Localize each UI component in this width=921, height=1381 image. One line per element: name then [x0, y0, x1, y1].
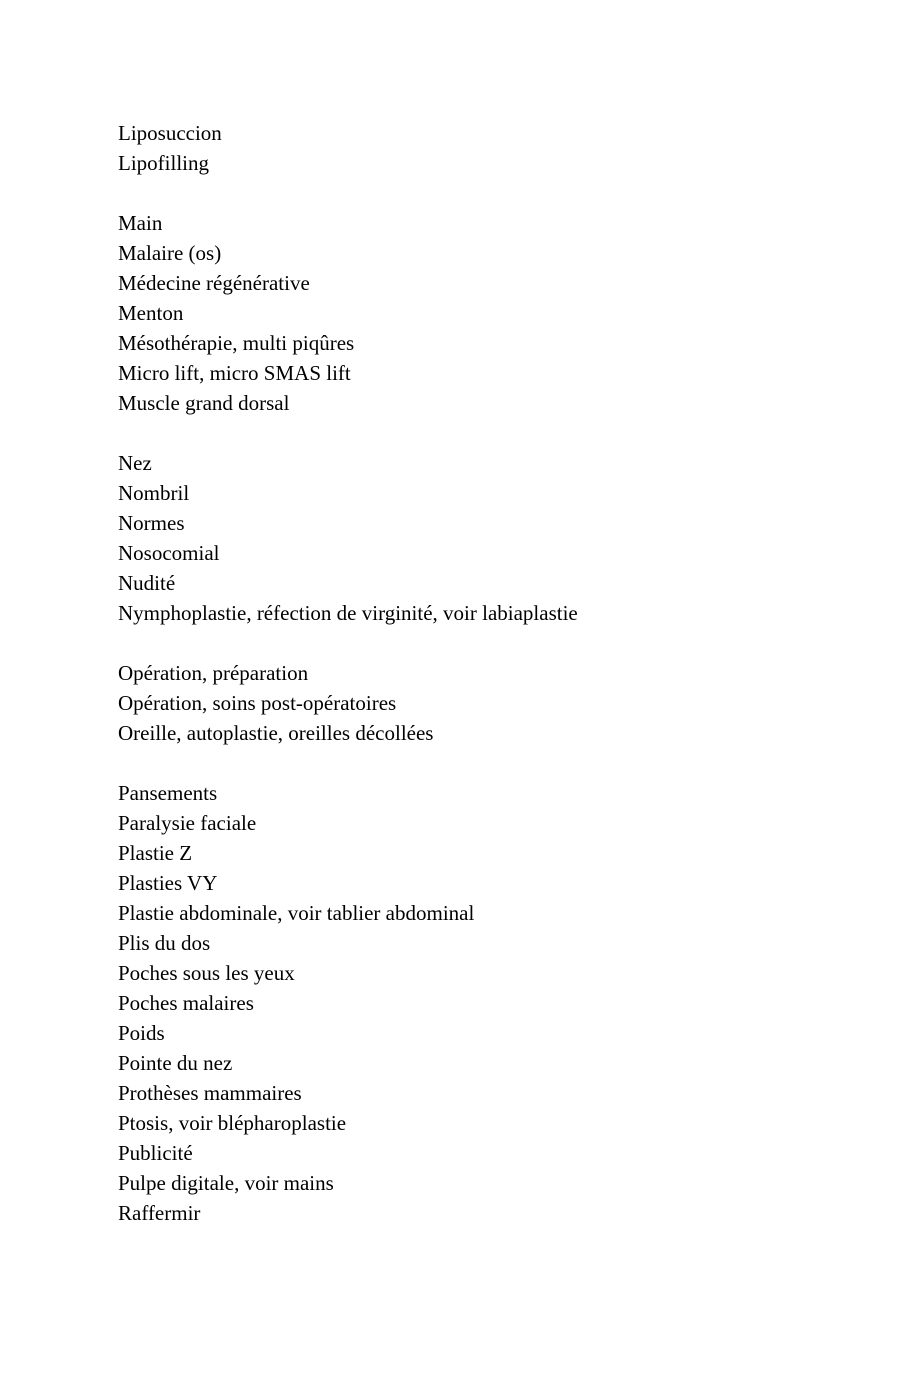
- index-group-p: [118, 778, 578, 1228]
- index-entry: Médecine régénérative: [118, 271, 310, 295]
- index-entry: Normes: [118, 511, 185, 535]
- index-entry: Prothèses mammaires: [118, 1081, 302, 1105]
- index-group-o: [118, 658, 578, 748]
- index-list: [118, 118, 578, 1228]
- index-entry: Liposuccion: [118, 121, 222, 145]
- index-entry: Plastie abdominale, voir tablier abdominal: [118, 901, 475, 925]
- index-entry: Plis du dos: [118, 931, 211, 955]
- index-entry: Oreille, autoplastie, oreilles décollées: [118, 721, 434, 745]
- index-entry: Paralysie faciale: [118, 811, 257, 835]
- index-group-m: [118, 208, 578, 418]
- index-entry: Ptosis, voir blépharoplastie: [118, 1111, 347, 1135]
- index-entry: Menton: [118, 301, 184, 325]
- index-entry: Raffermir: [118, 1201, 201, 1225]
- index-group-n: [118, 448, 578, 628]
- index-entry: Main: [118, 211, 163, 235]
- index-entry: Nudité: [118, 571, 176, 595]
- index-entry: Pointe du nez: [118, 1051, 233, 1075]
- index-entry: Nymphoplastie, réfection de virginité, voir labiaplastie: [118, 601, 578, 625]
- index-entry: Mésothérapie, multi piqûres: [118, 331, 355, 355]
- index-group-l: [118, 118, 578, 178]
- index-entry: Nombril: [118, 481, 190, 505]
- index-entry: Poches malaires: [118, 991, 254, 1015]
- index-entry: Plastie Z: [118, 841, 193, 865]
- index-entry: Publicité: [118, 1141, 193, 1165]
- index-entry: Muscle grand dorsal: [118, 391, 290, 415]
- index-entry: Opération, préparation: [118, 661, 309, 685]
- index-entry: Opération, soins post-opératoires: [118, 691, 397, 715]
- index-entry: Nez: [118, 451, 152, 475]
- index-entry: Poches sous les yeux: [118, 961, 295, 985]
- index-entry: Micro lift, micro SMAS lift: [118, 361, 351, 385]
- index-entry: Pulpe digitale, voir mains: [118, 1171, 334, 1195]
- index-entry: Poids: [118, 1021, 165, 1045]
- index-entry: Plasties VY: [118, 871, 218, 895]
- index-entry: Nosocomial: [118, 541, 220, 565]
- index-entry: Malaire (os): [118, 241, 222, 265]
- index-entry: Pansements: [118, 781, 218, 805]
- index-entry: Lipofilling: [118, 151, 209, 175]
